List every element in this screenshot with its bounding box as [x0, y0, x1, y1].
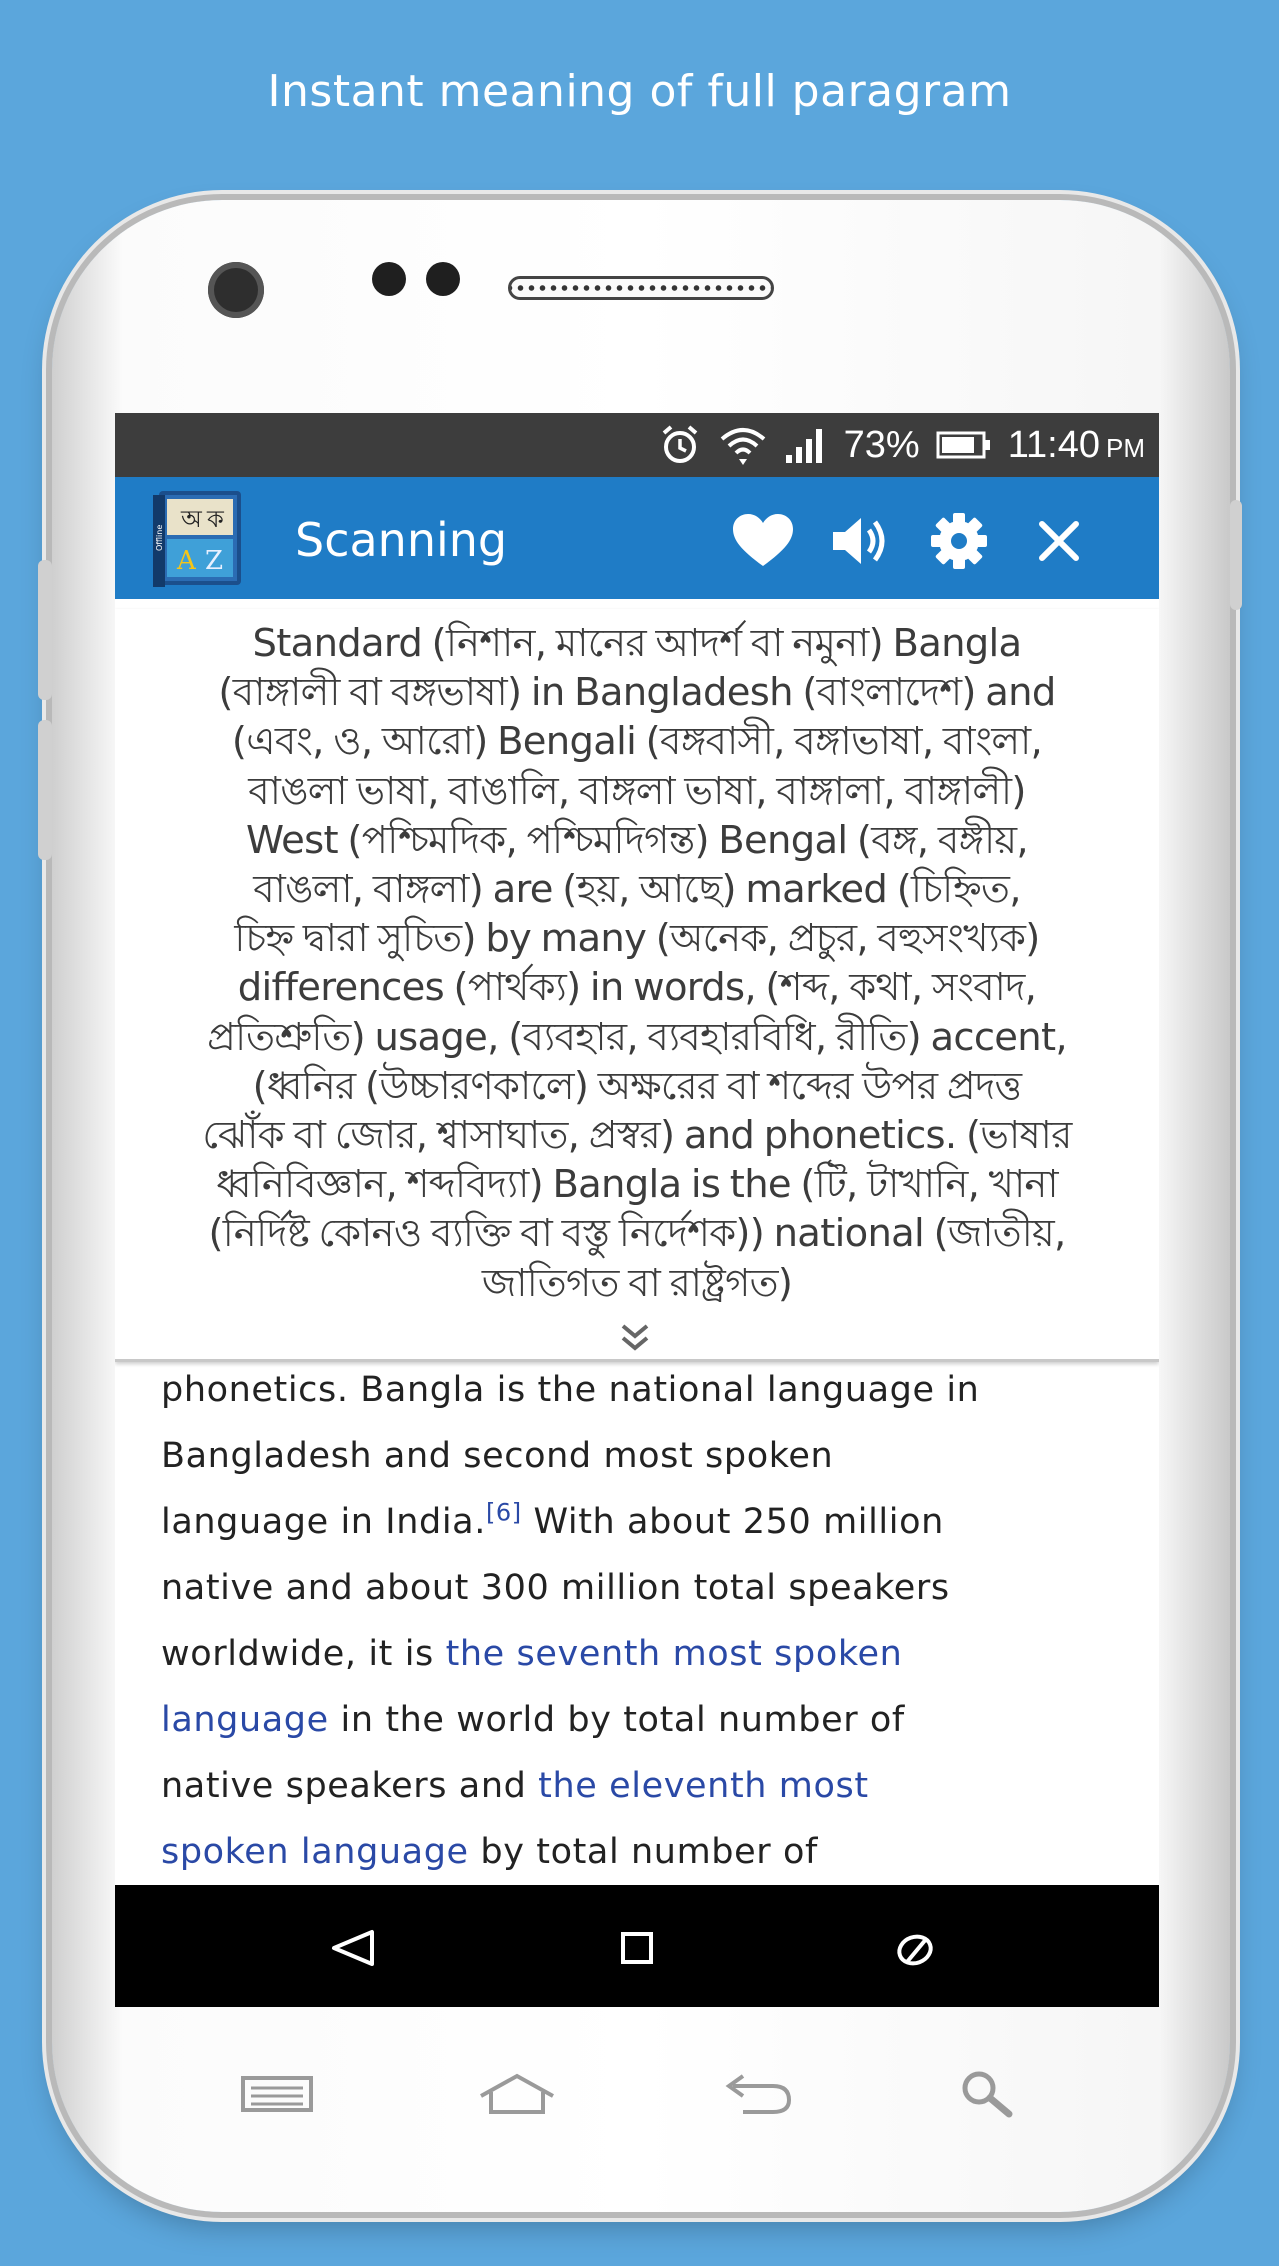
promo-headline: Instant meaning of full paragram [267, 66, 1012, 117]
settings-button[interactable] [929, 511, 989, 571]
translation-line: (বাঙ্গালী বা বঙ্গভাষা) in Bangladesh (বাংলাদেশ) and [218, 670, 1056, 716]
article-line: worldwide, it is the seventh most spoken [161, 1634, 903, 1674]
close-icon [1034, 516, 1084, 566]
system-nav-bar [115, 1885, 1159, 2007]
translation-line: Standard (নিশান, মানের আদর্শ বা নমুনা) Bangla [252, 621, 1022, 666]
article-line: Bangladesh and second most spoken [161, 1436, 834, 1476]
home-square-icon [619, 1930, 655, 1966]
eleventh-most-spoken-link[interactable]: spoken language [161, 1832, 469, 1872]
article-line: native speakers and the eleventh most [161, 1766, 869, 1806]
nav-home-button[interactable] [607, 1923, 667, 1973]
article-text [161, 1357, 1141, 1951]
translation-line: চিহ্ন দ্বারা সুচিত) by many (অনেক, প্রচুর, বহুসংখ্যক) [234, 916, 1040, 962]
close-button[interactable] [1029, 511, 1089, 571]
hardware-back-key[interactable] [712, 2064, 802, 2124]
gear-icon [929, 511, 989, 571]
light-sensor [426, 262, 460, 296]
search-icon [959, 2070, 1015, 2118]
translation-text [121, 619, 1153, 1308]
seventh-most-spoken-link[interactable]: language [161, 1700, 329, 1740]
hardware-menu-key[interactable] [232, 2064, 322, 2124]
wifi-icon [718, 423, 768, 467]
article-line: spoken language by total number of [161, 1832, 818, 1872]
front-camera [208, 262, 264, 318]
translation-line: জাতিগত বা রাষ্ট্রগত) [481, 1260, 793, 1306]
earpiece-speaker [508, 276, 774, 300]
article-line: language in the world by total number of [161, 1700, 905, 1740]
svg-text:A: A [177, 546, 196, 576]
double-chevron-down-icon[interactable] [617, 1320, 653, 1356]
back-triangle-icon [328, 1928, 382, 1968]
battery-percent: 73% [843, 423, 920, 466]
article-line: native and about 300 million total speakers [161, 1568, 950, 1608]
hardware-search-key[interactable] [942, 2064, 1032, 2124]
article-line: language in India.[6] With about 250 million [161, 1498, 944, 1542]
alarm-icon [658, 423, 702, 467]
app-toolbar [115, 477, 1159, 599]
translation-line: West (পশ্চিমদিক, পশ্চিমদিগন্ত) Bengal (বঙ্গ, বঙ্গীয়, [246, 817, 1028, 863]
speaker-icon [831, 516, 891, 566]
translation-line: প্রতিশ্রুতি) usage, (ব্যবহার, ব্যবহারবিধি, রীতি) accent, [207, 1014, 1067, 1060]
menu-icon [241, 2076, 313, 2112]
heart-icon [733, 514, 793, 568]
svg-text:অ: অ [181, 505, 202, 533]
svg-text:Z: Z [205, 546, 224, 576]
eleventh-most-spoken-link[interactable]: the eleventh most [538, 1766, 869, 1806]
nav-back-button[interactable] [325, 1923, 385, 1973]
article-line: phonetics. Bangla is the national language in [161, 1370, 980, 1410]
phone-frame [52, 200, 1230, 2212]
seventh-most-spoken-link[interactable]: the seventh most spoken [445, 1634, 903, 1674]
volume-down-button [38, 720, 52, 860]
translation-line: differences (পার্থক্য) in words, (শব্দ, কথা, সংবাদ, [237, 965, 1037, 1011]
translation-line: (ধ্বনির (উচ্চারণকালে) অক্ষরের বা শব্দের উপর প্রদত্ত [252, 1063, 1022, 1109]
translation-popup [115, 609, 1159, 1362]
back-arrow-icon [719, 2072, 795, 2116]
home-icon [477, 2072, 557, 2116]
translation-line: ধ্বনিবিজ্ঞান, শব্দবিদ্যা) Bangla is the (টি, টাখানি, খানা [216, 1162, 1058, 1208]
translation-line: বাঙলা ভাষা, বাঙালি, বাঙ্গলা ভাষা, বাঙ্গালা, বাঙ্গালী) [248, 768, 1026, 814]
translation-line: ঝোঁক বা জোর, শ্বাসাঘাত, প্রস্বর) and phonetics. (ভাষার [202, 1113, 1072, 1159]
nav-recents-button[interactable] [885, 1923, 945, 1973]
translation-line: (এবং, ও, আরো) Bengali (বঙ্গবাসী, বঙ্গাভাষা, বাংলা, [231, 719, 1043, 765]
page-title: Scanning [295, 513, 508, 567]
signal-icon [784, 425, 828, 465]
citation-link[interactable]: [6] [485, 1498, 522, 1527]
translation-line: (নির্দিষ্ট কোনও ব্যক্তি বা বস্তু নির্দেশক)) national (জাতীয়, [208, 1211, 1066, 1257]
hardware-home-key[interactable] [472, 2064, 562, 2124]
phone-screen [115, 413, 1159, 2007]
recents-icon [893, 1928, 937, 1968]
power-button [1230, 500, 1242, 610]
volume-up-button [38, 560, 52, 700]
speak-button[interactable] [831, 511, 891, 571]
svg-text:ক: ক [207, 505, 224, 533]
dictionary-book-icon[interactable] [145, 487, 247, 589]
proximity-sensor [372, 262, 406, 296]
battery-icon [936, 429, 992, 461]
status-time: 11:40 PM [1007, 423, 1145, 466]
status-bar [115, 413, 1159, 477]
svg-text:Offline: Offline [155, 524, 164, 551]
translation-line: বাঙলা, বাঙ্গলা) are (হয়, আছে) marked (চিহ্নিত, [253, 867, 1021, 913]
favorite-button[interactable] [733, 511, 793, 571]
